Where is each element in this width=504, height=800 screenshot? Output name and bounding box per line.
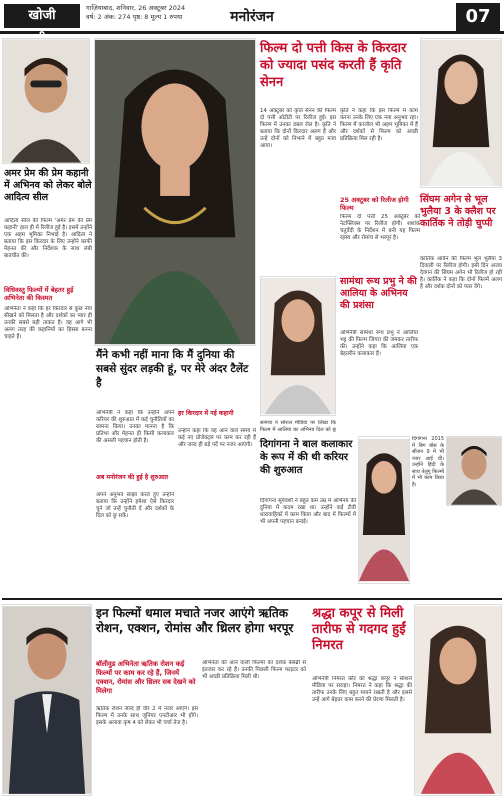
hrithik-body-1: ऋतिक रोशन जल्द ही वॉर 2 में नजर आएंगे। इस फिल्म में उनके साथ जूनियर एनटीआर भी होंगे। इसके अलावा कृष 4 को लेकर भी चर्चा तेज है। (96, 706, 198, 726)
hrithik-photo (2, 604, 92, 796)
man-suit-icon (3, 605, 91, 795)
aditya-body-1: आदित्य सील की फिल्म 'अमर प्रेम की प्रेम कहानी' हाल ही में रिलीज हुई है। इसमें उन्होंने एक अहम भूमिका निभाई है। आदित्य ने बताया कि इस किरदार के लिए उन्होंने काफी मेहनत की और निर्देशक के साथ लंबी बातचीत की। (4, 218, 92, 259)
issue-date: गाज़ियाबाद, शनिवार, 26 अक्टूबर 2024 (86, 4, 186, 12)
aditya-body-2: अभिनेता ने कहा कि हर किरदार से कुछ नया सीखने को मिलता है और दर्शकों का प्यार ही उनकी सबसे बड़ी ताकत है। वह आगे भी अलग तरह की कहानियों का हिस्सा बनना चाहते हैं। (4, 306, 92, 340)
page-number: 07 (456, 3, 500, 31)
shraddha-photo (414, 604, 502, 796)
section-divider (2, 598, 502, 600)
shraddha-headline: श्रद्धा कपूर से मिली तारीफ से गदगद हुईं निमरत (312, 606, 406, 653)
kartik-headline: सिंघम अगेन से भूल भुलैया 3 के क्लैश पर कार्तिक ने तोड़ी चुप्पी (420, 194, 496, 229)
samantha-photo (260, 276, 336, 416)
brand-logo: खोजी (4, 4, 80, 28)
aditya-headline: अमर प्रेम की प्रेम कहानी में अभिनव को लेकर बोले आदित्य सील (4, 168, 92, 203)
quote-headline: मैंने कभी नहीं माना कि मैं दुनिया की सबसे सुंदर लड़की हूं, पर मेरे अंदर टैलेंट है (96, 349, 249, 389)
aditya-subhead: विधिवस्तु फिल्मों में बेहतर हुई अभिनेता की किस्मत (4, 286, 74, 302)
kriti-body-3: फिल्म दो पत्ती 25 अक्टूबर को नेटफ्लिक्स पर रिलीज होगी। शशांक चतुर्वेदी के निर्देशन में बनी यह फिल्म रहस्य और रोमांच से भरपूर है। (340, 214, 420, 241)
kriti-body-1: 14 अक्टूबर को कृति सेनन की फिल्म दो पत्ती ओटीटी पर रिलीज हुई। इस फिल्म में उनका डबल रोल है। कृति ने बताया कि दोनों किरदार अलग हैं और उन्हें दोनों को निभाने में बहुत मजा आया। (260, 108, 336, 149)
samantha-body-2: सामंथा ने सोशल मीडिया पर लिखा कि फिल्म में आलिया का अभिनय दिल को छू (260, 420, 336, 432)
aditya-photo (2, 38, 90, 164)
woman-portrait-icon (415, 605, 501, 795)
kriti-photo (94, 38, 256, 346)
shraddha-body: अभिनेत्री निमरत कौर को श्रद्धा कपूर ने सोशल मीडिया पर सराहा। निमरत ने कहा कि श्रद्धा की तारीफ उनके लिए बहुत मायने रखती है और इससे उन्हें आगे बेहतर काम करने की प्रेरणा मिलती है। (312, 676, 412, 703)
samantha-body-1: अभिनेत्री सामंथा रूथ प्रभु ने आलिया भट्ट की फिल्म जिगरा की जमकर तारीफ की। उन्होंने कहा कि आलिया एक बेहतरीन कलाकार हैं। (340, 330, 418, 357)
issue-details: वर्ष: 2 अंक: 274 पृष्ठ: 8 मूल्य 1 रुपया (86, 13, 183, 21)
divangana-headline: दिगांगना ने बाल कलाकार के रूप में की थी करियर की शुरुआत (260, 439, 353, 476)
hrithik-headline: इन फिल्मों धमाल मचाते नजर आएंगे ऋतिक रोशन, एक्शन, रोमांस और थ्रिलर होगा भरपूर (96, 606, 294, 635)
woman-profile-icon (421, 39, 501, 187)
woman-portrait-icon (95, 39, 255, 345)
quote-body-1: अभिनेत्री ने कहा कि उन्होंने अपने करियर की शुरुआत में कई चुनौतियों का सामना किया। उनका मानना है कि प्रतिभा और मेहनत ही किसी कलाकार की असली पहचान होती है। (96, 410, 174, 444)
divangana-side-note: दिगांगना 2015 में बिग बॉस के सीजन 9 में भी नजर आई थीं। उन्होंने हिंदी के साथ तेलुगु फिल्मों में भी काम किया है। (412, 436, 444, 488)
hrithik-lead: बॉलीवुड अभिनेता ऋतिक रोशन कई फिल्मों पर काम कर रहे हैं, जिनमें एक्शन, रोमांस और थ्रिलर सब देखने को मिलेगा (96, 660, 196, 695)
kriti-subhead: 25 अक्टूबर को रिलीज होगी फिल्म (340, 196, 409, 212)
hrithik-body-2: अभिनेता की आने वाली फिल्मों का दर्शक बेसब्री से इंतजार कर रहे हैं। उनकी पिछली फिल्म फाइटर को भी अच्छी प्रतिक्रिया मिली थी। (202, 660, 306, 680)
man-portrait-icon (3, 39, 89, 163)
kriti-headline: फिल्म दो पत्ती किस के किरदार को ज्यादा पसंद करती हैं कृति सेनन (260, 41, 407, 90)
quote-body-2: अपने अनुभव साझा करते हुए उन्होंने बताया कि उन्होंने हमेशा ऐसे किरदार चुने जो उन्हें चुनौती दें और दर्शकों के दिल को छू सकें। (96, 492, 174, 519)
kriti-side-photo (420, 38, 502, 188)
kartik-body: कार्तिक आर्यन की फिल्म भूल भुलैया 3 दिवाली पर रिलीज होगी। इसी दिन अजय देवगन की सिंघम अगेन भी रिलीज हो रही है। कार्तिक ने कहा कि दोनों फिल्में अलग हैं और दर्शक दोनों को प्यार देंगे। (420, 256, 502, 290)
divangana-body: दिगांगना सूर्यवंशी ने बहुत कम उम्र में अभिनय की दुनिया में कदम रखा था। उन्होंने कई टीवी धारावाहिकों में काम किया और बाद में फिल्मों में भी अपनी पहचान बनाई। (260, 498, 356, 525)
masthead (0, 0, 504, 34)
quote-body-3: उन्होंने कहा कि वह आने वाले समय में कई नए प्रोजेक्ट्स पर काम कर रही हैं और जल्द ही बड़े पर्दे पर नजर आएंगी। (178, 428, 256, 448)
quote-subhead-2: हर किरदार में नई कहानी (178, 410, 234, 417)
man-portrait-icon (447, 437, 501, 505)
samantha-headline: सामंथा रूथ प्रभु ने की आलिया के अभिनय की प्रशंसा (340, 276, 417, 311)
section-title: मनोरंजन (230, 9, 274, 25)
kriti-body-2: कृति ने कहा कि इस फिल्म में काम करना उनके लिए एक नया अनुभव रहा। फिल्म में काजोल भी अहम भूमिका में हैं और दर्शकों से फिल्म को अच्छी प्रतिक्रिया मिल रही है। (340, 108, 418, 142)
issue-meta (86, 4, 196, 22)
woman-portrait-icon (359, 437, 409, 583)
divangana-photo (358, 436, 410, 584)
quote-subhead-1: अब मनोरंजन की हुई है शुरुआत (96, 474, 169, 481)
woman-smiling-icon (261, 277, 335, 415)
divangana-inset-photo (446, 436, 502, 506)
